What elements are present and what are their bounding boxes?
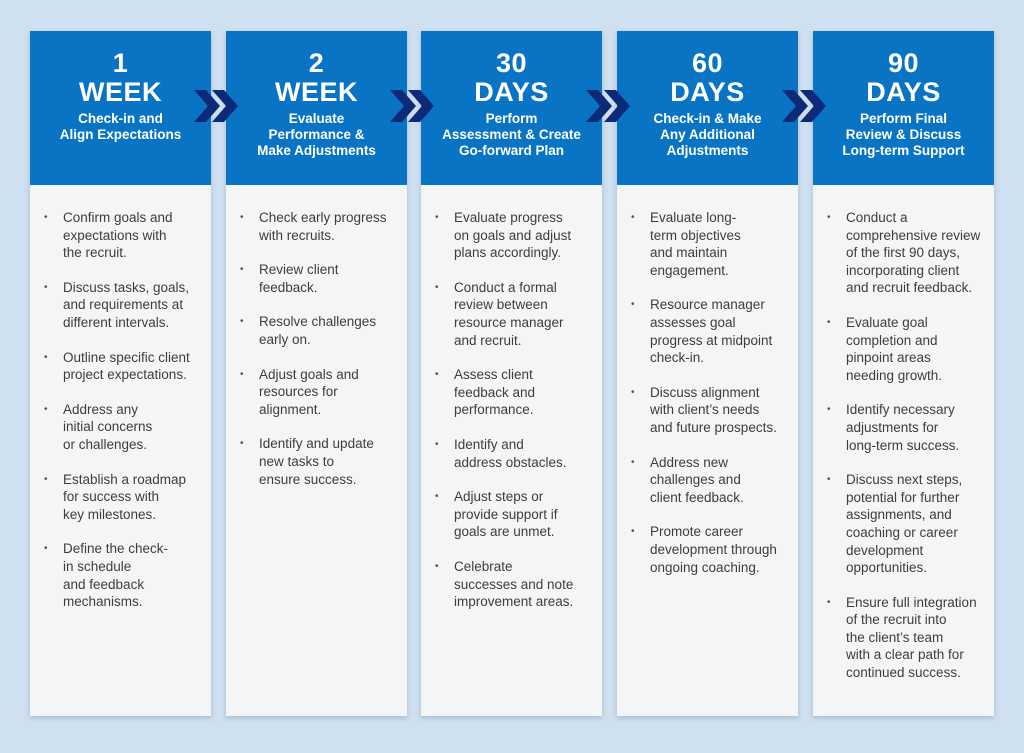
task-item: • Discuss next steps, potential for further assignments, and coaching or career development opportunities. xyxy=(846,471,994,577)
stage-number: 1 xyxy=(112,48,129,78)
task-item: • Conduct a comprehensive review of the first 90 days, incorporating client and recruit feedback. xyxy=(846,209,994,297)
task-item: • Confirm goals and expectations with the recruit. xyxy=(63,209,211,262)
stage-header xyxy=(421,31,602,185)
stage-body xyxy=(421,209,602,628)
stage-header xyxy=(226,31,407,185)
double-chevron-right-icon xyxy=(780,88,830,124)
stage-header xyxy=(30,31,211,185)
stage-number: 2 xyxy=(308,48,325,78)
stage-body xyxy=(617,209,798,593)
task-item: • Adjust goals and resources for alignment. xyxy=(259,366,407,419)
task-item: • Check early progress with recruits. xyxy=(259,209,407,244)
stage-task-list xyxy=(617,209,798,576)
task-item: • Conduct a formal review between resource manager and recruit. xyxy=(454,279,602,349)
task-item: • Evaluate long- term objectives and maintain engagement. xyxy=(650,209,798,279)
stage-task-list xyxy=(226,209,407,488)
stage-card-60-days xyxy=(617,31,798,716)
stage-unit: WEEK xyxy=(79,77,162,107)
stage-task-list xyxy=(30,209,211,611)
stage-body xyxy=(813,209,994,699)
task-item: • Establish a roadmap for success with key milestones. xyxy=(63,471,211,524)
stage-body xyxy=(30,209,211,628)
task-item: • Discuss tasks, goals, and requirements at different intervals. xyxy=(63,279,211,332)
stage-body xyxy=(226,209,407,505)
task-item: • Evaluate goal completion and pinpoint areas needing growth. xyxy=(846,314,994,384)
stage-number: 30 xyxy=(495,48,528,78)
task-item: • Celebrate successes and note improvement areas. xyxy=(454,558,602,611)
task-item: • Identify and update new tasks to ensure success. xyxy=(259,435,407,488)
stage-unit: DAYS xyxy=(670,77,745,107)
double-chevron-right-icon xyxy=(584,88,634,124)
task-item: • Assess client feedback and performance. xyxy=(454,366,602,419)
task-item: • Adjust steps or provide support if goals are unmet. xyxy=(454,488,602,541)
task-item: • Identify necessary adjustments for long-term success. xyxy=(846,401,994,454)
stage-subtitle: Evaluate Performance & Make Adjustments xyxy=(257,111,376,158)
double-chevron-right-icon xyxy=(192,88,242,124)
stage-subtitle: Check-in & Make Any Additional Adjustments xyxy=(653,111,762,158)
task-item: • Define the check- in schedule and feedback mechanisms. xyxy=(63,540,211,610)
stage-card-1-week xyxy=(30,31,211,716)
stage-subtitle: Perform Final Review & Discuss Long-term Support xyxy=(842,111,965,158)
task-item: • Resolve challenges early on. xyxy=(259,313,407,348)
stage-header xyxy=(813,31,994,185)
stage-task-list xyxy=(813,209,994,682)
stage-task-list xyxy=(421,209,602,611)
task-item: • Identify and address obstacles. xyxy=(454,436,602,471)
stage-header xyxy=(617,31,798,185)
task-item: • Review client feedback. xyxy=(259,261,407,296)
task-item: • Address any initial concerns or challenges. xyxy=(63,401,211,454)
stage-subtitle: Check-in and Align Expectations xyxy=(59,111,182,142)
stage-number: 60 xyxy=(691,48,724,78)
stage-unit: WEEK xyxy=(275,77,358,107)
task-item: • Promote career development through ongoing coaching. xyxy=(650,523,798,576)
stage-unit: DAYS xyxy=(866,77,941,107)
task-item: • Discuss alignment with client’s needs and future prospects. xyxy=(650,384,798,437)
task-item: • Ensure full integration of the recruit into the client’s team with a clear path for continued success. xyxy=(846,594,994,682)
task-item: • Resource manager assesses goal progress at midpoint check-in. xyxy=(650,296,798,366)
stage-card-30-days xyxy=(421,31,602,716)
stage-subtitle: Perform Assessment & Create Go-forward Plan xyxy=(442,111,581,158)
stage-card-2-week xyxy=(226,31,407,716)
stage-unit: DAYS xyxy=(474,77,549,107)
double-chevron-right-icon xyxy=(388,88,438,124)
task-item: • Evaluate progress on goals and adjust plans accordingly. xyxy=(454,209,602,262)
task-item: • Outline specific client project expectations. xyxy=(63,349,211,384)
stage-number: 90 xyxy=(887,48,920,78)
stage-card-90-days xyxy=(813,31,994,716)
task-item: • Address new challenges and client feedback. xyxy=(650,454,798,507)
